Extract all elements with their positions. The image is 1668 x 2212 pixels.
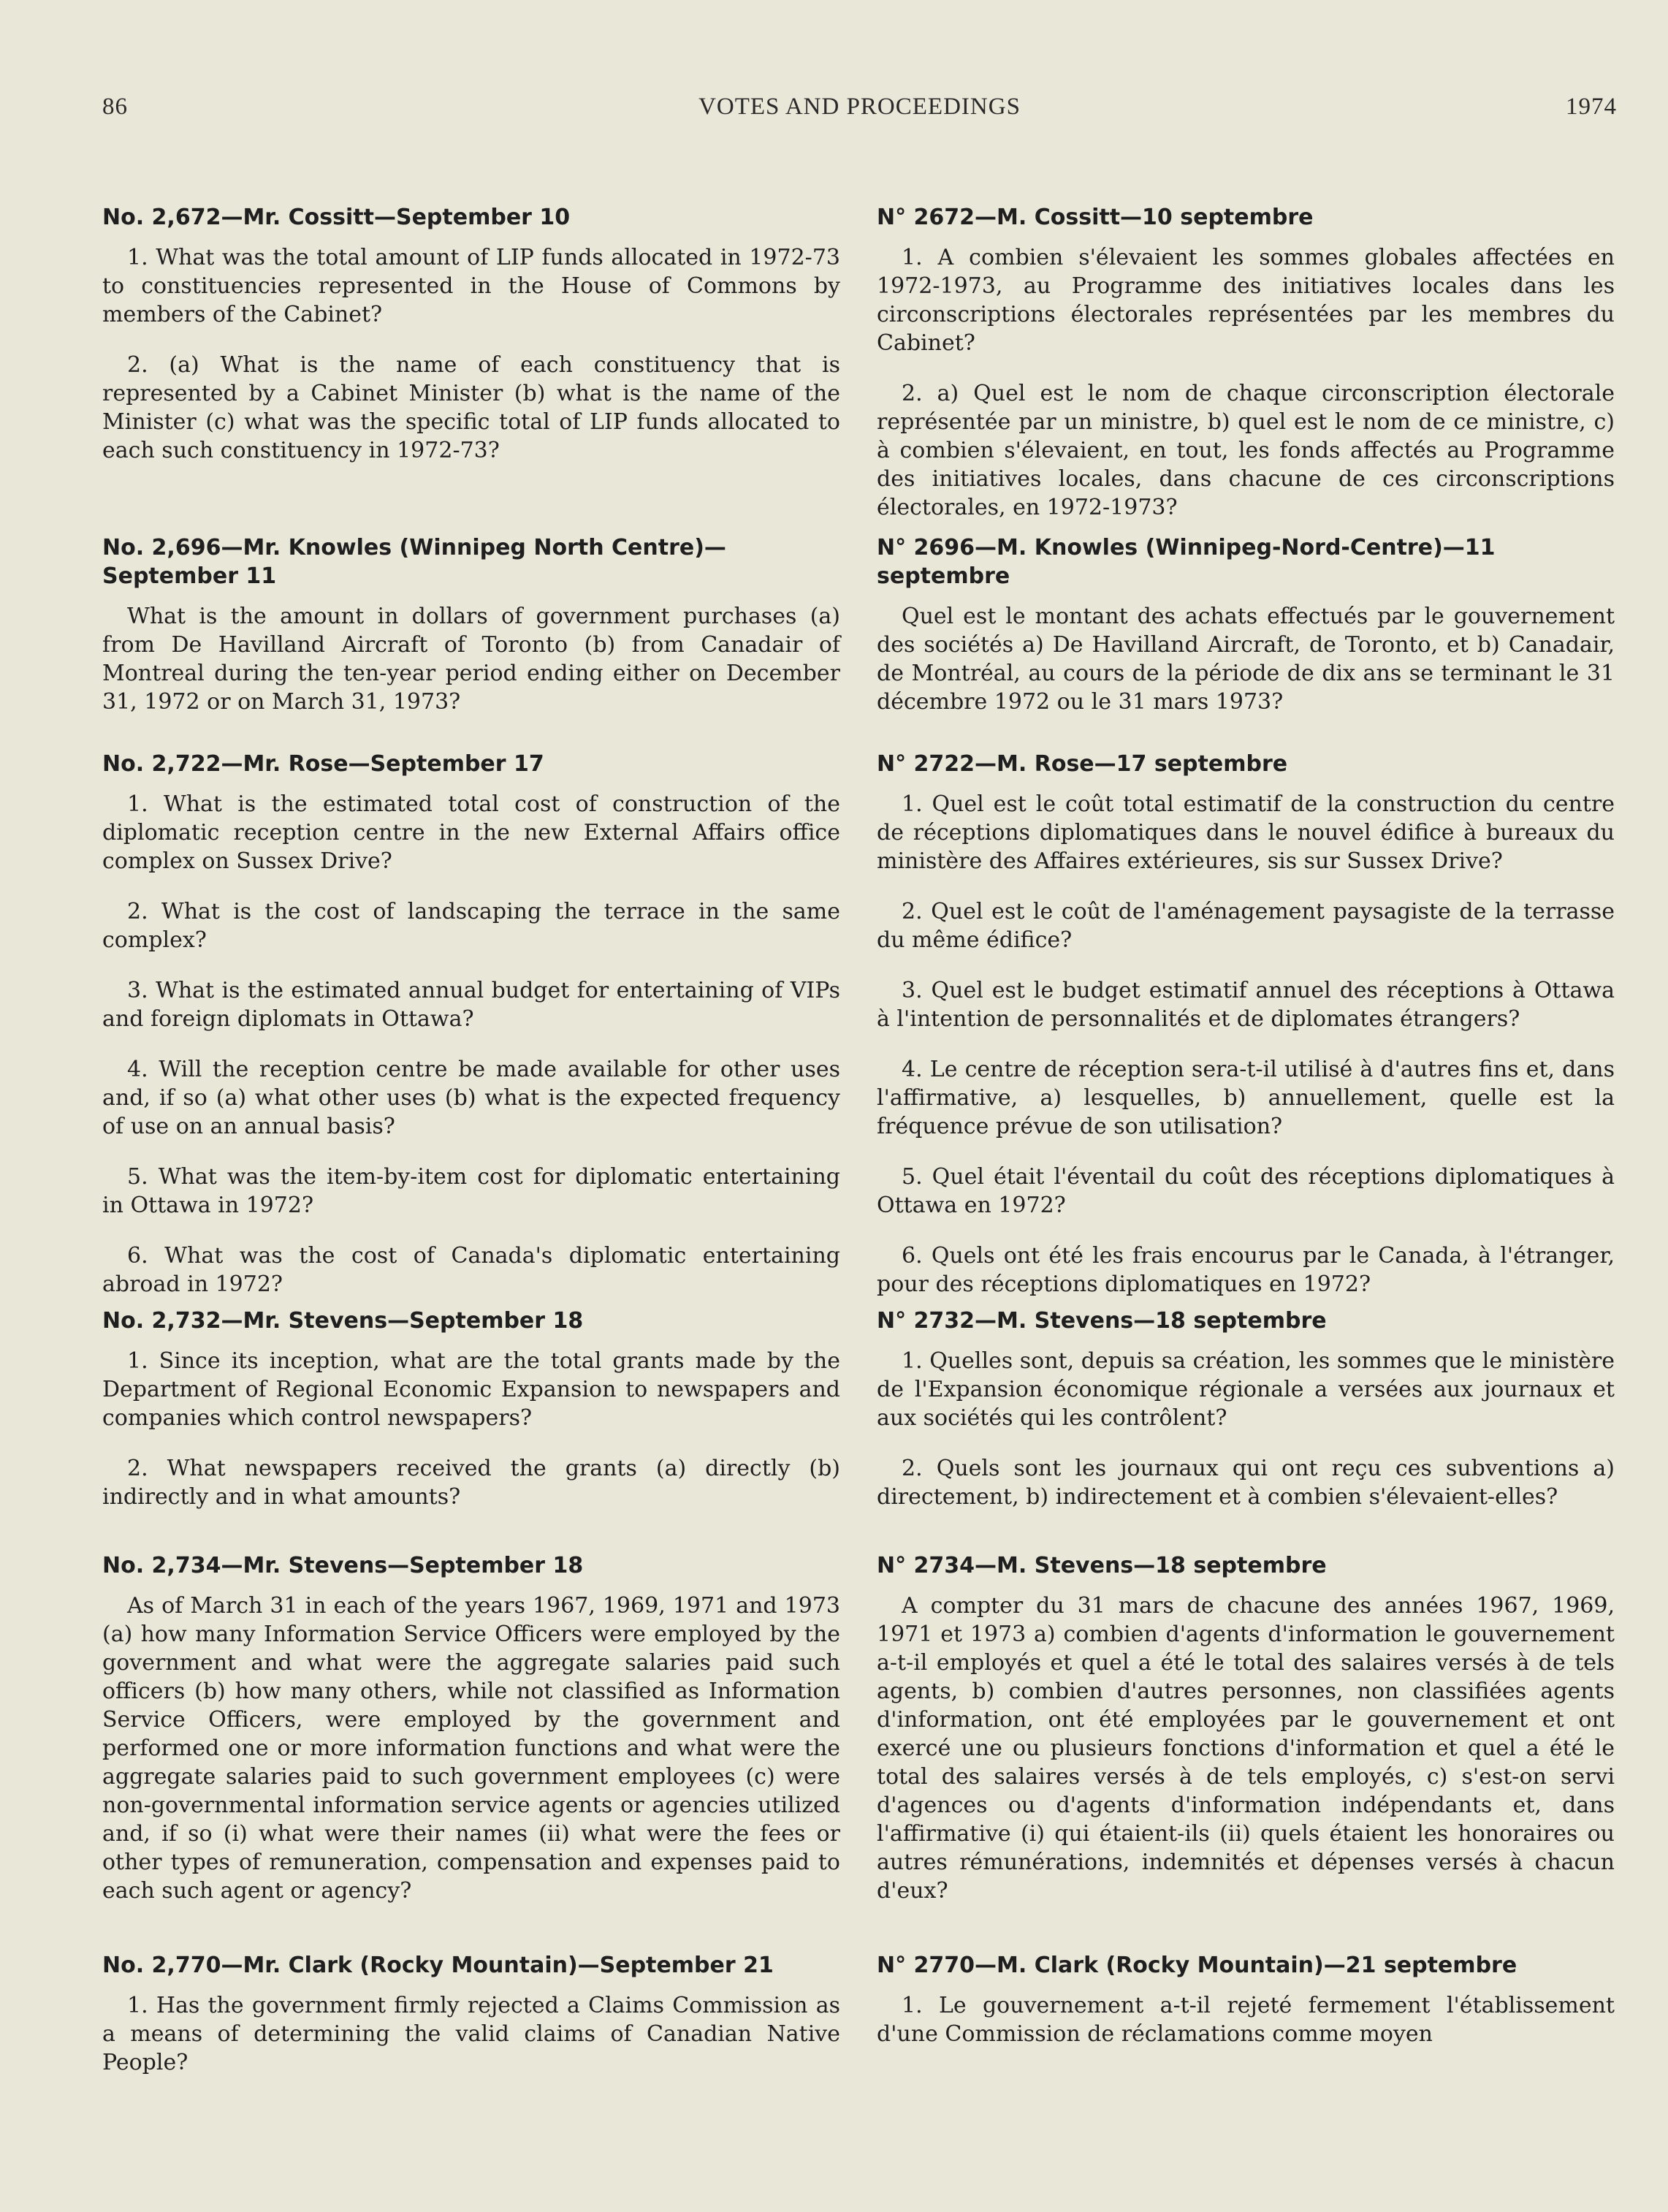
question-paragraph: What is the amount in dollars of government purchases (a) from De Havilland Aircraft of Toronto (b) from Canadair of Montreal during the ten-year period ending either on December 31, 1972 or on March 31, 1973?: [102, 604, 840, 715]
question-paragraph: 1. Since its inception, what are the total grants made by the Department of Regional Economic Expansion to newspapers and companies which control newspapers?: [102, 1348, 840, 1431]
question-heading: No. 2,770—Mr. Clark (Rocky Mountain)—September 21: [102, 1953, 774, 1978]
question-paragraph: 1. What is the estimated total cost of construction of the diplomatic reception centre in the new External Affairs office complex on Sussex Drive?: [102, 791, 840, 874]
question-2770-fr: [877, 1951, 1615, 2070]
page-title: VOTES AND PROCEEDINGS: [698, 94, 1021, 120]
question-paragraph: 1. A combien s'élevaient les sommes globales affectées en 1972-1973, au Programme des initiatives locales dans les circonscriptions électorales représentées par les membres du Cabinet?: [877, 245, 1615, 356]
question-heading: No. 2,696—Mr. Knowles (Winnipeg North Centre)—September 11: [102, 535, 726, 589]
question-heading: N° 2770—M. Clark (Rocky Mountain)—21 septembre: [877, 1953, 1517, 1978]
question-heading: N° 2672—M. Cossitt—10 septembre: [877, 205, 1314, 230]
question-2734-en: [102, 1551, 840, 1927]
question-paragraph: As of March 31 in each of the years 1967, 1969, 1971 and 1973 (a) how many Information Service Officers were employed by the government and what were the aggregate salaries paid such officers (b) how many others, while not classified as Information Service Officers, were employed by the government and performed one or more information functions and what were the aggregate salaries paid to such government employees (c) were non-governmental information service agents or agencies utilized and, if so (i) what were their names (ii) what were the fees or other types of remuneration, compensation and expenses paid to each such agent or agency?: [102, 1593, 840, 1904]
question-2732-fr: [877, 1307, 1615, 1533]
question-paragraph: 1. Has the government firmly rejected a Claims Commission as a means of determining the valid claims of Canadian Native People?: [102, 1993, 840, 2075]
question-paragraph: 4. Will the reception centre be made available for other uses and, if so (a) what other uses (b) what is the expected frequency of use on an annual basis?: [102, 1057, 840, 1139]
question-paragraph: 6. What was the cost of Canada's diplomatic entertaining abroad in 1972?: [102, 1243, 840, 1297]
question-heading: No. 2,732—Mr. Stevens—September 18: [102, 1308, 584, 1334]
question-paragraph: 1. Quel est le coût total estimatif de la construction du centre de réceptions diplomatiques dans le nouvel édifice à bureaux du ministère des Affaires extérieures, sis sur Sussex Drive?: [877, 791, 1615, 874]
question-paragraph: 2. a) Quel est le nom de chaque circonscription électorale représentée par un ministre, b) quel est le nom de ce ministre, c) à combien s'élevaient, en tout, les fonds affectés au Programme des initiatives locales, dans chacune de ces circonscriptions électorales, en 1972-1973?: [877, 381, 1615, 520]
question-paragraph: 5. Quel était l'éventail du coût des réceptions diplomatiques à Ottawa en 1972?: [877, 1164, 1615, 1218]
question-heading: N° 2696—M. Knowles (Winnipeg-Nord-Centre)—11 septembre: [877, 535, 1496, 589]
question-paragraph: 3. Quel est le budget estimatif annuel des réceptions à Ottawa à l'intention de personnalités et de diplomates étrangers?: [877, 978, 1615, 1032]
page-year: 1974: [1566, 94, 1617, 120]
question-paragraph: 2. What newspapers received the grants (a) directly (b) indirectly and in what amounts?: [102, 1456, 840, 1510]
question-2672-en: [102, 203, 840, 487]
question-2722-en: [102, 750, 840, 1320]
question-2770-en: [102, 1951, 840, 2099]
question-heading: No. 2,672—Mr. Cossitt—September 10: [102, 205, 571, 230]
question-paragraph: 3. What is the estimated annual budget for entertaining of VIPs and foreign diplomats in Ottawa?: [102, 978, 840, 1032]
question-paragraph: 2. (a) What is the name of each constituency that is represented by a Cabinet Minister (b) what is the name of the Minister (c) what was the specific total of LIP funds allocated to each such constituency in 1972-73?: [102, 352, 840, 463]
question-paragraph: 2. Quel est le coût de l'aménagement paysagiste de la terrasse du même édifice?: [877, 899, 1615, 953]
question-2732-en: [102, 1307, 840, 1533]
question-2734-fr: [877, 1551, 1615, 1927]
question-2672-fr: [877, 203, 1615, 544]
question-paragraph: A compter du 31 mars de chacune des années 1967, 1969, 1971 et 1973 a) combien d'agents d'information le gouvernement a-t-il employés et quel a été le total des salaires versés à de tels agents, b) combien d'autres personnes, non classifiées agents d'information, ont été employées par le gouvernement et ont exercé une ou plusieurs fonctions d'information et quel a été le total des salaires versés à de tels employés, c) s'est-on servi d'agences ou d'agents d'information indépendants et, dans l'affirmative (i) qui étaient-ils (ii) quels étaient les honoraires ou autres rémunérations, indemnités et dépenses versés à chacun d'eux?: [877, 1593, 1615, 1904]
question-2696-en: [102, 533, 840, 738]
question-paragraph: 6. Quels ont été les frais encourus par le Canada, à l'étranger, pour des réceptions diplomatiques en 1972?: [877, 1243, 1615, 1297]
question-heading: No. 2,722—Mr. Rose—September 17: [102, 751, 544, 777]
question-2722-fr: [877, 750, 1615, 1320]
question-heading: N° 2722—M. Rose—17 septembre: [877, 751, 1288, 777]
question-paragraph: 1. Le gouvernement a-t-il rejeté fermement l'établissement d'une Commission de réclamations comme moyen: [877, 1993, 1615, 2047]
page-number: 86: [102, 94, 128, 120]
question-paragraph: 2. Quels sont les journaux qui ont reçu ces subventions a) directement, b) indirectement et à combien s'élevaient-elles?: [877, 1456, 1615, 1510]
question-paragraph: 1. Quelles sont, depuis sa création, les sommes que le ministère de l'Expansion économique régionale a versées aux journaux et aux sociétés qui les contrôlent?: [877, 1348, 1615, 1431]
question-paragraph: 2. What is the cost of landscaping the terrace in the same complex?: [102, 899, 840, 953]
question-heading: N° 2734—M. Stevens—18 septembre: [877, 1553, 1327, 1578]
question-paragraph: 4. Le centre de réception sera-t-il utilisé à d'autres fins et, dans l'affirmative, a) lesquelles, b) annuellement, quelle est la fréquence prévue de son utilisation?: [877, 1057, 1615, 1139]
question-heading: N° 2732—M. Stevens—18 septembre: [877, 1308, 1327, 1334]
question-heading: No. 2,734—Mr. Stevens—September 18: [102, 1553, 584, 1578]
question-2696-fr: [877, 533, 1615, 738]
question-paragraph: Quel est le montant des achats effectués par le gouvernement des sociétés a) De Havilland Aircraft, de Toronto, et b) Canadair, de Montréal, au cours de la période de dix ans se terminant le 31 décembre 1972 ou le 31 mars 1973?: [877, 604, 1615, 715]
page-header: [102, 94, 1617, 130]
question-paragraph: 1. What was the total amount of LIP funds allocated in 1972-73 to constituencies represented in the House of Commons by members of the Cabinet?: [102, 245, 840, 327]
question-paragraph: 5. What was the item-by-item cost for diplomatic entertaining in Ottawa in 1972?: [102, 1164, 840, 1218]
